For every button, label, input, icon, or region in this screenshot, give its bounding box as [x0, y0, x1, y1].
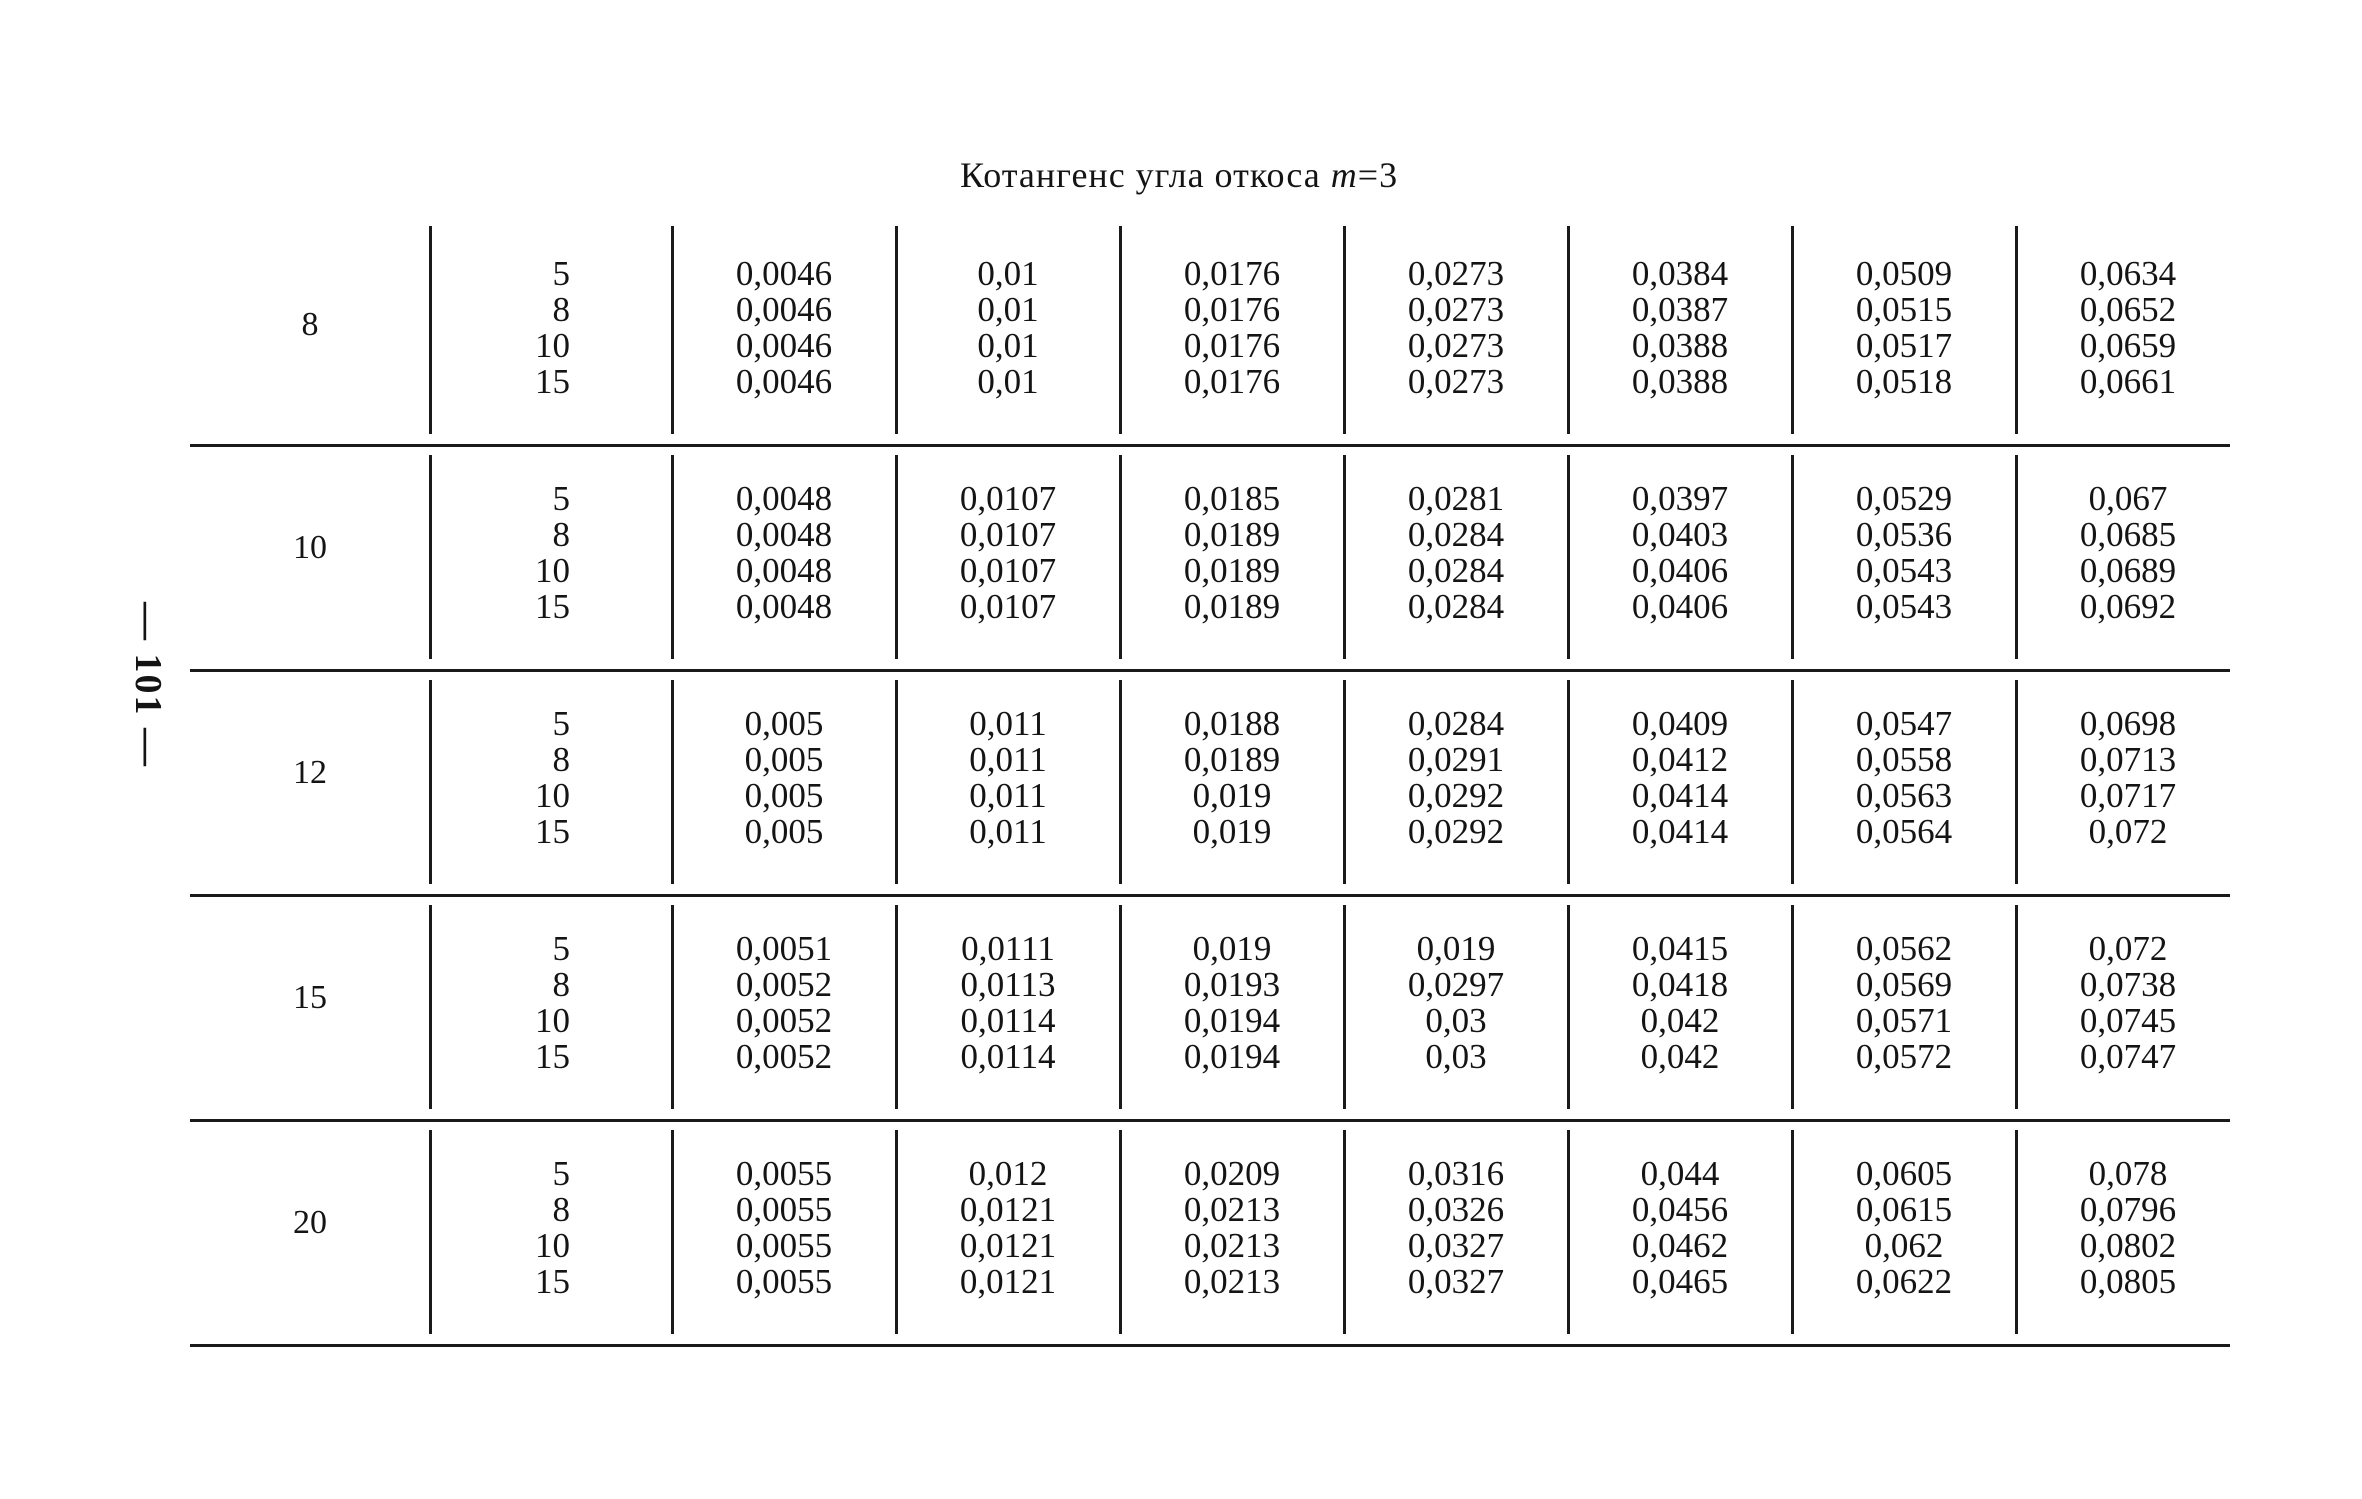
cell-value: 0,0698 — [2079, 704, 2177, 743]
value-cell — [1120, 706, 1344, 850]
cell-value: 0,0185 — [1183, 479, 1281, 518]
cell-value: 0,0213 — [1183, 1262, 1281, 1301]
cell-value: 0,012 — [968, 1154, 1048, 1193]
value-cell — [672, 706, 896, 850]
cell-value: 0,011 — [969, 740, 1047, 779]
cell-value: 0,0189 — [1183, 740, 1281, 779]
cell-value: 0,0327 — [1407, 1226, 1505, 1265]
cell-value: 0,0518 — [1855, 362, 1953, 401]
cell-value: 0,0121 — [959, 1226, 1057, 1265]
cell-value: 0,0547 — [1855, 704, 1953, 743]
cell-value: 0,0569 — [1855, 965, 1953, 1004]
cell-value: 0,0273 — [1407, 254, 1505, 293]
cell-value: 0,005 — [744, 812, 824, 851]
value-cell — [2016, 481, 2240, 625]
cell-value: 0,0048 — [735, 515, 833, 554]
cell-value: 0,042 — [1640, 1037, 1720, 1076]
value-cell — [1568, 931, 1792, 1075]
value-cell — [1792, 706, 2016, 850]
cell-value: 0,0615 — [1855, 1190, 1953, 1229]
cell-value: 0,0176 — [1183, 254, 1281, 293]
cell-value: 0,0189 — [1183, 587, 1281, 626]
cell-value: 0,0387 — [1631, 290, 1729, 329]
cell-value: 0,0046 — [735, 254, 833, 293]
value-cell — [1120, 256, 1344, 400]
value-cell — [896, 1156, 1120, 1300]
page-number: — 101 — — [127, 602, 169, 768]
cell-value: 0,0052 — [735, 965, 833, 1004]
sub-value: 8 — [552, 965, 570, 1004]
cell-value: 0,072 — [2088, 812, 2168, 851]
cell-value: 0,0291 — [1407, 740, 1505, 779]
value-cell — [2016, 706, 2240, 850]
cell-value: 0,0046 — [735, 326, 833, 365]
cell-value: 0,0193 — [1183, 965, 1281, 1004]
sub-values — [380, 1156, 570, 1300]
cell-value: 0,0414 — [1631, 776, 1729, 815]
table-group — [190, 1122, 2230, 1347]
cell-value: 0,0571 — [1855, 1001, 1953, 1040]
sub-values — [380, 931, 570, 1075]
cell-value: 0,0634 — [2079, 254, 2177, 293]
value-cell — [896, 706, 1120, 850]
value-cell — [2016, 1156, 2240, 1300]
sub-values — [380, 256, 570, 400]
cell-value: 0,0048 — [735, 587, 833, 626]
sub-values — [380, 706, 570, 850]
table-group — [190, 222, 2230, 447]
cell-value: 0,0414 — [1631, 812, 1729, 851]
value-cell — [672, 481, 896, 625]
value-cell — [672, 931, 896, 1075]
value-cell — [672, 1156, 896, 1300]
cell-value: 0,067 — [2088, 479, 2168, 518]
table-group — [190, 897, 2230, 1122]
cell-value: 0,019 — [1192, 929, 1272, 968]
value-cell — [1792, 1156, 2016, 1300]
sub-value: 8 — [552, 290, 570, 329]
cell-value: 0,005 — [744, 740, 824, 779]
table-group — [190, 447, 2230, 672]
cell-value: 0,0107 — [959, 587, 1057, 626]
cell-value: 0,0213 — [1183, 1190, 1281, 1229]
table-caption — [960, 154, 1398, 196]
cell-value: 0,0796 — [2079, 1190, 2177, 1229]
value-cell — [896, 481, 1120, 625]
cell-value: 0,0388 — [1631, 326, 1729, 365]
cell-value: 0,0284 — [1407, 551, 1505, 590]
value-cell — [896, 931, 1120, 1075]
cell-value: 0,011 — [969, 704, 1047, 743]
group-label: 20 — [293, 1204, 327, 1241]
cell-value: 0,0558 — [1855, 740, 1953, 779]
cell-value: 0,0622 — [1855, 1262, 1953, 1301]
cell-value: 0,0273 — [1407, 362, 1505, 401]
cell-value: 0,0046 — [735, 290, 833, 329]
sub-value: 5 — [552, 1154, 570, 1193]
cell-value: 0,0121 — [959, 1262, 1057, 1301]
sub-value: 15 — [535, 1262, 570, 1301]
caption-variable: m — [1330, 155, 1358, 195]
cell-value: 0,0284 — [1407, 704, 1505, 743]
sub-value: 8 — [552, 1190, 570, 1229]
cell-value: 0,01 — [977, 326, 1039, 365]
sub-value: 5 — [552, 254, 570, 293]
cell-value: 0,0114 — [960, 1001, 1056, 1040]
value-cell — [1120, 481, 1344, 625]
sub-value: 15 — [535, 587, 570, 626]
cell-value: 0,0388 — [1631, 362, 1729, 401]
cell-value: 0,0685 — [2079, 515, 2177, 554]
cell-value: 0,0572 — [1855, 1037, 1953, 1076]
cell-value: 0,0176 — [1183, 290, 1281, 329]
cell-value: 0,0176 — [1183, 362, 1281, 401]
cell-value: 0,0738 — [2079, 965, 2177, 1004]
cell-value: 0,0543 — [1855, 587, 1953, 626]
cell-value: 0,005 — [744, 704, 824, 743]
sub-value: 10 — [535, 776, 570, 815]
cell-value: 0,078 — [2088, 1154, 2168, 1193]
sub-value: 10 — [535, 1001, 570, 1040]
cell-value: 0,0456 — [1631, 1190, 1729, 1229]
cell-value: 0,0048 — [735, 479, 833, 518]
cell-value: 0,0465 — [1631, 1262, 1729, 1301]
cell-value: 0,011 — [969, 776, 1047, 815]
value-cell — [1568, 706, 1792, 850]
cell-value: 0,044 — [1640, 1154, 1720, 1193]
cell-value: 0,0113 — [960, 965, 1056, 1004]
sub-value: 15 — [535, 362, 570, 401]
value-cell — [1344, 256, 1568, 400]
cell-value: 0,0213 — [1183, 1226, 1281, 1265]
sub-value: 8 — [552, 740, 570, 779]
cell-value: 0,019 — [1192, 776, 1272, 815]
value-cell — [2016, 256, 2240, 400]
cell-value: 0,0462 — [1631, 1226, 1729, 1265]
caption-suffix: =3 — [1357, 155, 1399, 195]
cell-value: 0,01 — [977, 290, 1039, 329]
cell-value: 0,0509 — [1855, 254, 1953, 293]
cell-value: 0,005 — [744, 776, 824, 815]
value-cell — [1568, 481, 1792, 625]
cell-value: 0,0805 — [2079, 1262, 2177, 1301]
cell-value: 0,0055 — [735, 1190, 833, 1229]
cell-value: 0,03 — [1425, 1001, 1487, 1040]
group-label: 12 — [293, 754, 327, 791]
caption-prefix: Котангенс угла откоса — [960, 155, 1321, 195]
value-cell — [1344, 481, 1568, 625]
cell-value: 0,0055 — [735, 1154, 833, 1193]
cell-value: 0,0273 — [1407, 290, 1505, 329]
cell-value: 0,0107 — [959, 551, 1057, 590]
value-cell — [672, 256, 896, 400]
cell-value: 0,0403 — [1631, 515, 1729, 554]
cell-value: 0,0111 — [961, 929, 1055, 968]
cell-value: 0,0326 — [1407, 1190, 1505, 1229]
sub-value: 5 — [552, 479, 570, 518]
cell-value: 0,0281 — [1407, 479, 1505, 518]
cell-value: 0,0406 — [1631, 587, 1729, 626]
cell-value: 0,0689 — [2079, 551, 2177, 590]
sub-value: 15 — [535, 812, 570, 851]
sub-value: 10 — [535, 551, 570, 590]
sub-value: 8 — [552, 515, 570, 554]
value-cell — [1792, 256, 2016, 400]
cell-value: 0,03 — [1425, 1037, 1487, 1076]
cell-value: 0,0052 — [735, 1001, 833, 1040]
cell-value: 0,0048 — [735, 551, 833, 590]
cell-value: 0,0188 — [1183, 704, 1281, 743]
value-cell — [896, 256, 1120, 400]
cell-value: 0,072 — [2088, 929, 2168, 968]
cell-value: 0,0194 — [1183, 1037, 1281, 1076]
cell-value: 0,0055 — [735, 1262, 833, 1301]
cell-value: 0,0121 — [959, 1190, 1057, 1229]
data-table — [190, 222, 2230, 1347]
cell-value: 0,0292 — [1407, 812, 1505, 851]
group-label: 8 — [301, 306, 319, 343]
cell-value: 0,01 — [977, 254, 1039, 293]
cell-value: 0,0659 — [2079, 326, 2177, 365]
sub-value: 10 — [535, 326, 570, 365]
cell-value: 0,042 — [1640, 1001, 1720, 1040]
cell-value: 0,0415 — [1631, 929, 1729, 968]
cell-value: 0,0273 — [1407, 326, 1505, 365]
value-cell — [1344, 931, 1568, 1075]
cell-value: 0,0563 — [1855, 776, 1953, 815]
sub-value: 5 — [552, 929, 570, 968]
cell-value: 0,0543 — [1855, 551, 1953, 590]
cell-value: 0,0189 — [1183, 515, 1281, 554]
value-cell — [1344, 1156, 1568, 1300]
cell-value: 0,0418 — [1631, 965, 1729, 1004]
cell-value: 0,0661 — [2079, 362, 2177, 401]
cell-value: 0,0046 — [735, 362, 833, 401]
cell-value: 0,0397 — [1631, 479, 1729, 518]
cell-value: 0,062 — [1864, 1226, 1944, 1265]
cell-value: 0,0745 — [2079, 1001, 2177, 1040]
cell-value: 0,01 — [977, 362, 1039, 401]
cell-value: 0,0107 — [959, 515, 1057, 554]
cell-value: 0,0055 — [735, 1226, 833, 1265]
value-cell — [1568, 1156, 1792, 1300]
cell-value: 0,0564 — [1855, 812, 1953, 851]
sub-value: 5 — [552, 704, 570, 743]
value-cell — [1568, 256, 1792, 400]
cell-value: 0,0652 — [2079, 290, 2177, 329]
group-label: 10 — [293, 529, 327, 566]
cell-value: 0,0562 — [1855, 929, 1953, 968]
cell-value: 0,0517 — [1855, 326, 1953, 365]
value-cell — [1120, 1156, 1344, 1300]
cell-value: 0,0802 — [2079, 1226, 2177, 1265]
cell-value: 0,0297 — [1407, 965, 1505, 1004]
cell-value: 0,0536 — [1855, 515, 1953, 554]
cell-value: 0,0284 — [1407, 515, 1505, 554]
value-cell — [2016, 931, 2240, 1075]
cell-value: 0,0605 — [1855, 1154, 1953, 1193]
cell-value: 0,0327 — [1407, 1262, 1505, 1301]
cell-value: 0,0176 — [1183, 326, 1281, 365]
cell-value: 0,0189 — [1183, 551, 1281, 590]
cell-value: 0,0107 — [959, 479, 1057, 518]
cell-value: 0,0292 — [1407, 776, 1505, 815]
cell-value: 0,0713 — [2079, 740, 2177, 779]
cell-value: 0,019 — [1416, 929, 1496, 968]
cell-value: 0,0412 — [1631, 740, 1729, 779]
cell-value: 0,0316 — [1407, 1154, 1505, 1193]
value-cell — [1792, 931, 2016, 1075]
value-cell — [1344, 706, 1568, 850]
sub-value: 10 — [535, 1226, 570, 1265]
cell-value: 0,0052 — [735, 1037, 833, 1076]
table-group — [190, 672, 2230, 897]
cell-value: 0,0406 — [1631, 551, 1729, 590]
cell-value: 0,0051 — [735, 929, 833, 968]
value-cell — [1792, 481, 2016, 625]
cell-value: 0,0284 — [1407, 587, 1505, 626]
cell-value: 0,0384 — [1631, 254, 1729, 293]
cell-value: 0,0209 — [1183, 1154, 1281, 1193]
cell-value: 0,0114 — [960, 1037, 1056, 1076]
cell-value: 0,019 — [1192, 812, 1272, 851]
cell-value: 0,0194 — [1183, 1001, 1281, 1040]
group-label: 15 — [293, 979, 327, 1016]
cell-value: 0,0515 — [1855, 290, 1953, 329]
cell-value: 0,0747 — [2079, 1037, 2177, 1076]
sub-value: 15 — [535, 1037, 570, 1076]
cell-value: 0,0692 — [2079, 587, 2177, 626]
cell-value: 0,011 — [969, 812, 1047, 851]
cell-value: 0,0717 — [2079, 776, 2177, 815]
sub-values — [380, 481, 570, 625]
cell-value: 0,0529 — [1855, 479, 1953, 518]
value-cell — [1120, 931, 1344, 1075]
cell-value: 0,0409 — [1631, 704, 1729, 743]
